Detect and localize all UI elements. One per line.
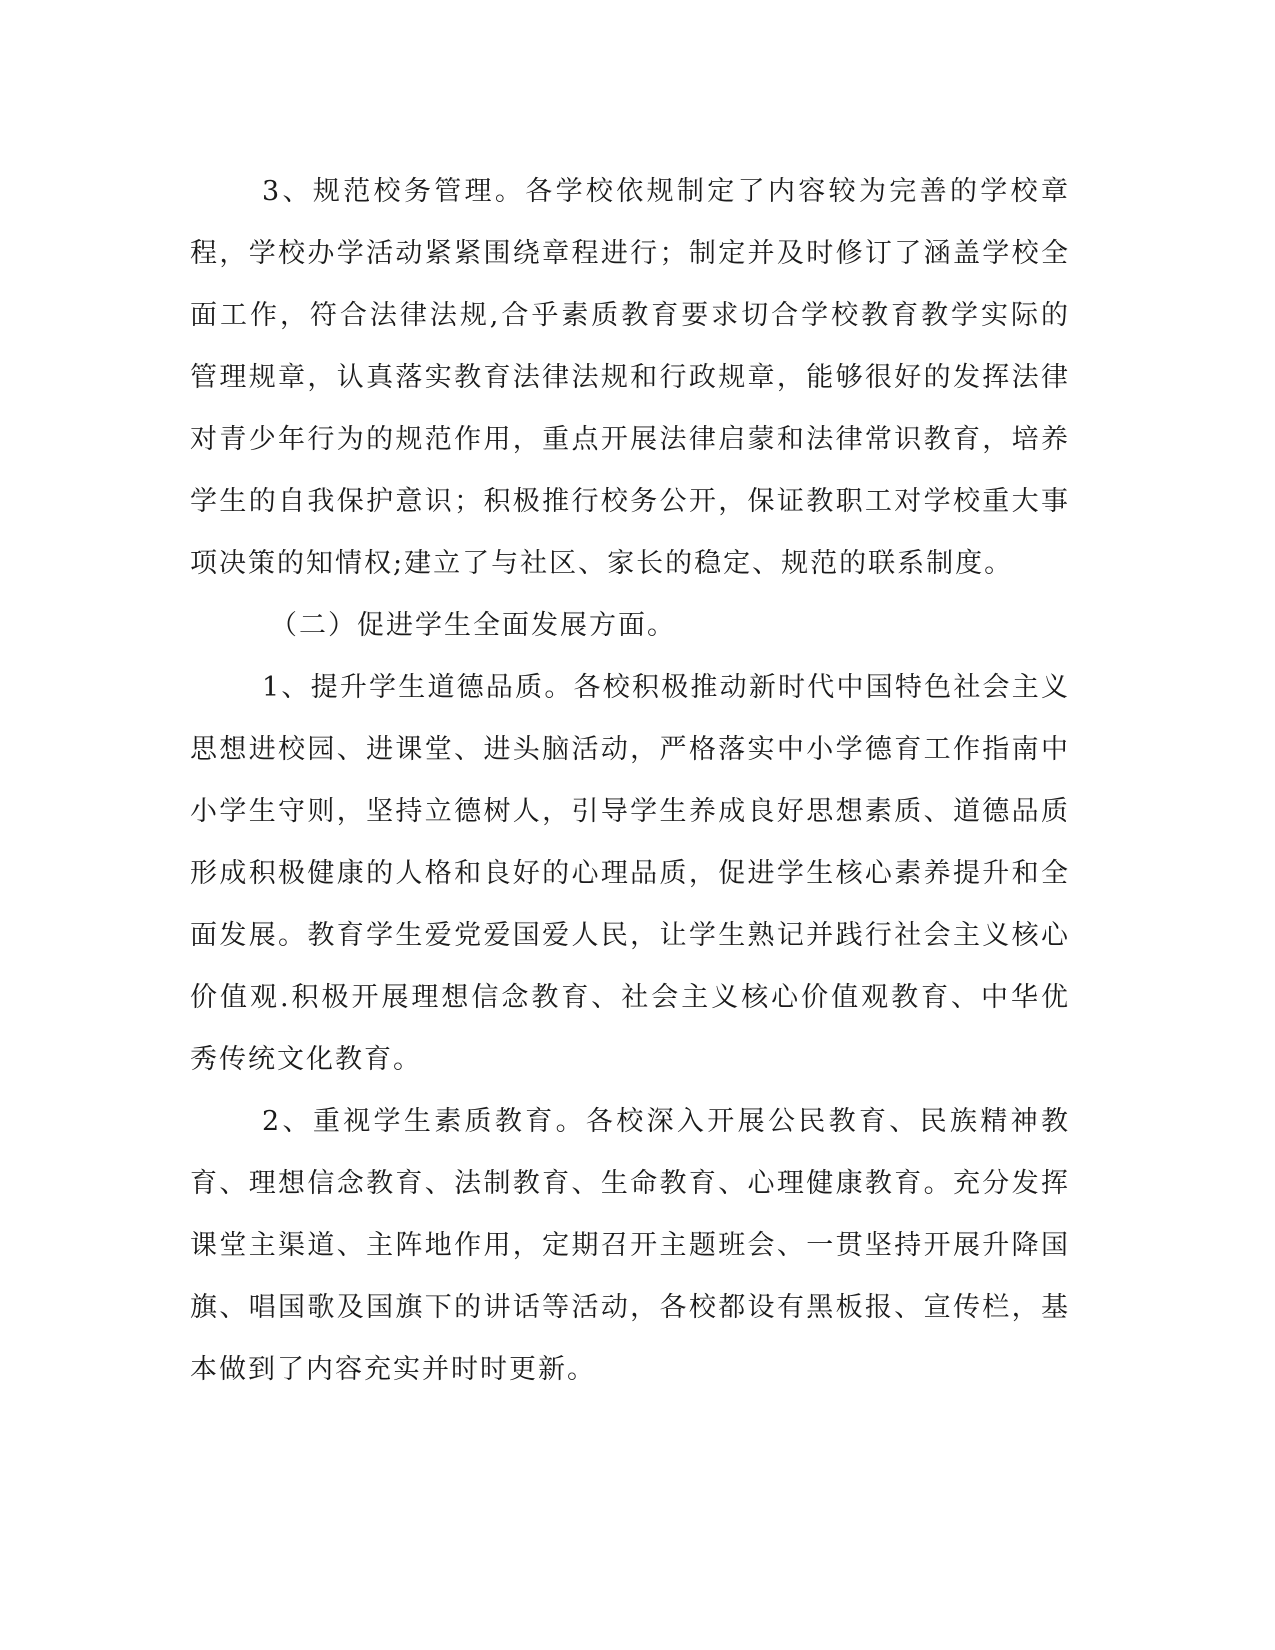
document-body xyxy=(190,161,1070,1401)
paragraph-moral-quality: 1、提升学生道德品质。各校积极推动新时代中国特色社会主义思想进校园、进课堂、进头脑活动，严格落实中小学德育工作指南中小学生守则，坚持立德树人，引导学生养成良好思想素质、道德品质形成积极健康的人格和良好的心理品质，促进学生核心素养提升和全面发展。教育学生爱党爱国爱人民，让学生熟记并践行社会主义核心价值观.积极开展理想信念教育、社会主义核心价值观教育、中华优秀传统文化教育。 xyxy=(190,672,1070,1075)
paragraph-quality-education: 2、重视学生素质教育。各校深入开展公民教育、民族精神教育、理想信念教育、法制教育、生命教育、心理健康教育。充分发挥课堂主渠道、主阵地作用，定期召开主题班会、一贯坚持开展升降国旗、唱国歌及国旗下的讲话等活动，各校都设有黑板报、宣传栏，基本做到了内容充实并时时更新。 xyxy=(190,1106,1070,1385)
section-heading-student-development: （二）促进学生全面发展方面。 xyxy=(270,610,676,641)
paragraph-school-affairs-management: 3、规范校务管理。各学校依规制定了内容较为完善的学校章程，学校办学活动紧紧围绕章程进行；制定并及时修订了涵盖学校全面工作，符合法律法规,合乎素质教育要求切合学校教育教学实际的管理规章，认真落实教育法律法规和行政规章，能够很好的发挥法律对青少年行为的规范作用，重点开展法律启蒙和法律常识教育，培养学生的自我保护意识；积极推行校务公开，保证教职工对学校重大事项决策的知情权;建立了与社区、家长的稳定、规范的联系制度。 xyxy=(190,176,1070,579)
